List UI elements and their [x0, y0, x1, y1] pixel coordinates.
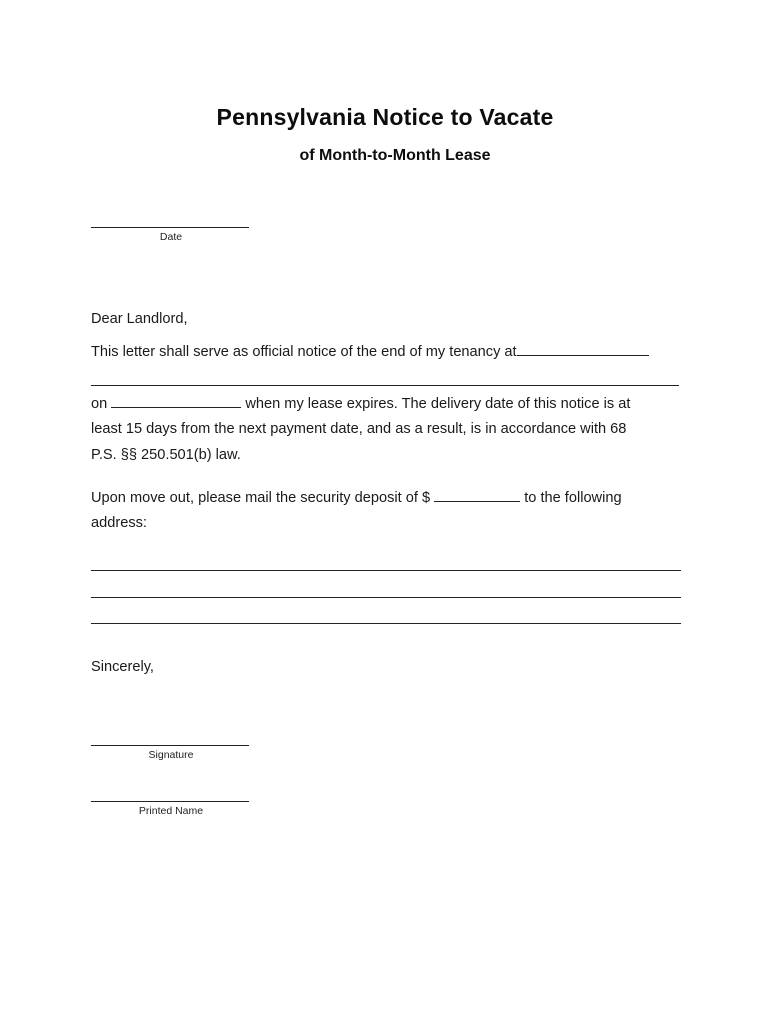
para2-line1-pre: Upon move out, please mail the security deposit of $ — [91, 490, 431, 506]
date-block — [91, 226, 251, 243]
signature-line[interactable] — [91, 744, 249, 746]
forwarding-address-line-1[interactable] — [91, 569, 681, 571]
forwarding-address-line-2[interactable] — [91, 596, 681, 598]
printed-name-line[interactable] — [91, 800, 249, 802]
para1-line3-post: when my lease expires. The delivery date of this notice is at — [245, 396, 631, 412]
forwarding-address-line-3[interactable] — [91, 622, 681, 624]
para1-line1 — [91, 343, 649, 360]
signature-block — [91, 744, 251, 761]
date-line[interactable] — [91, 226, 249, 228]
tenancy-address-blank[interactable] — [517, 343, 649, 356]
para1-line5: P.S. §§ 250.501(b) law. — [91, 447, 241, 463]
date-caption: Date — [159, 231, 183, 243]
para1-line1-text: This letter shall serve as official notice of the end of my tenancy at — [91, 344, 517, 360]
document-subtitle: of Month-to-Month Lease — [299, 147, 491, 164]
document-title: Pennsylvania Notice to Vacate — [216, 104, 554, 130]
tenancy-address-line-2[interactable] — [91, 384, 679, 386]
para1-line3 — [91, 395, 630, 412]
salutation: Dear Landlord, — [91, 311, 188, 327]
security-deposit-amount-blank[interactable] — [434, 489, 520, 502]
printed-name-block — [91, 800, 251, 817]
signature-caption: Signature — [148, 749, 194, 761]
closing: Sincerely, — [91, 659, 154, 675]
para2-line2: address: — [91, 515, 147, 531]
printed-name-caption: Printed Name — [138, 805, 204, 817]
lease-expiry-date-blank[interactable] — [111, 395, 241, 408]
para1-line4: least 15 days from the next payment date, and as a result, is in accordance with 68 — [91, 421, 627, 437]
para1-line3-pre: on — [91, 396, 108, 412]
para2-line1-post: to the following — [524, 490, 622, 506]
para2-line1 — [91, 489, 622, 506]
